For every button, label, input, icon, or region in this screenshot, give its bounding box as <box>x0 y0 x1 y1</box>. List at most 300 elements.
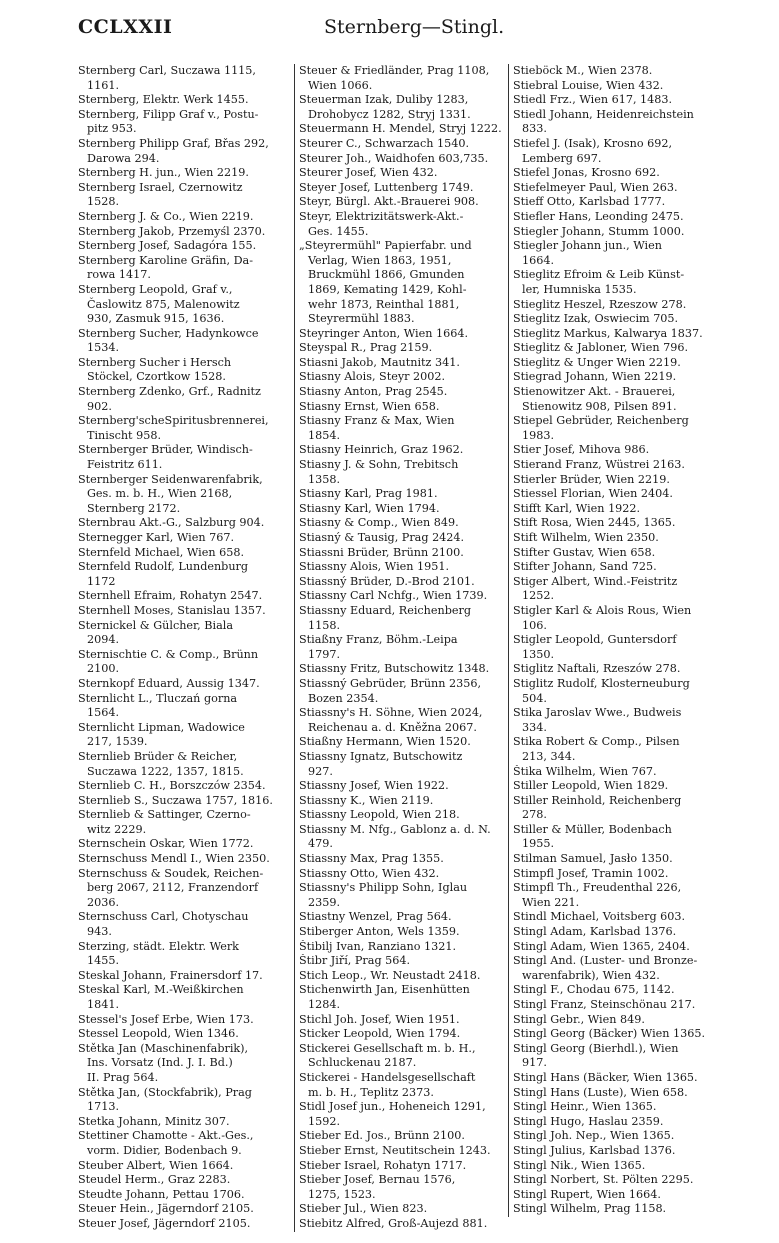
entry-line: Stiebitz Alfred, Groß-Aujezd 881. <box>299 1216 488 1230</box>
entry-line: Stiaßny Hermann, Wien 1520. <box>299 735 471 749</box>
directory-entry <box>299 867 509 882</box>
directory-entry <box>513 181 723 196</box>
entry-line: Stiasny Ernst, Wien 658. <box>299 399 440 413</box>
entry-continuation-line: 902. <box>87 399 112 413</box>
entry-line: Stiebral Louise, Wien 432. <box>513 78 664 92</box>
directory-entry <box>299 1042 509 1071</box>
entry-line: Stiefel Jonas, Krosno 692. <box>513 166 660 180</box>
entry-continuation-line: 1955. <box>522 837 555 851</box>
directory-entry <box>299 239 509 327</box>
entry-line: Sternhell Moses, Stanislau 1357. <box>78 603 266 617</box>
directory-entry <box>78 473 288 517</box>
entry-line: Stetka Johann, Minitz 307. <box>78 1114 230 1128</box>
directory-entry <box>299 1159 509 1174</box>
directory-entry <box>78 969 288 984</box>
entry-line: Stingl Georg (Bierhdl.), Wien <box>513 1041 679 1055</box>
entry-line: Stika Jaroslav Wwe., Budweis <box>513 706 682 720</box>
entry-line: Stieber Ernst, Neutitschein 1243. <box>299 1143 491 1157</box>
directory-entry <box>513 225 723 240</box>
entry-line: Stiasny Anton, Prag 2545. <box>299 385 448 399</box>
directory-entry <box>78 867 288 911</box>
entry-line: Sternschuss Mendl I., Wien 2350. <box>78 852 270 866</box>
directory-entry <box>513 93 723 108</box>
entry-line: Sternlicht Lipman, Wadowice <box>78 720 245 734</box>
entry-line: Stickerei Gesellschaft m. b. H., <box>299 1041 476 1055</box>
directory-entry <box>513 983 723 998</box>
directory-entry <box>299 1027 509 1042</box>
entry-line: Stickerei - Handelsgesellschaft <box>299 1070 476 1084</box>
directory-entry <box>299 589 509 604</box>
directory-entry <box>78 589 288 604</box>
directory-entry <box>78 239 288 254</box>
entry-line: Steyer Josef, Luttenberg 1749. <box>299 180 474 194</box>
directory-entry <box>78 560 288 589</box>
entry-line: Stiepel Gebrüder, Reichenberg <box>513 414 689 428</box>
entry-line: Sternberg'scheSpiritusbrennerei, <box>78 414 269 428</box>
entry-line: Sternischtie C. & Comp., Brünn <box>78 647 259 661</box>
entry-line: Sternberg H. jun., Wien 2219. <box>78 166 249 180</box>
entry-continuation-line: vorm. Didier, Bodenbach 9. <box>87 1143 242 1157</box>
directory-entry <box>78 794 288 809</box>
entry-line: Steuerman Izak, Duliby 1283, <box>299 93 469 107</box>
directory-entry <box>513 487 723 502</box>
entry-continuation-line: Reichenau a. d. Kněžna 2067. <box>308 720 477 734</box>
entry-line: Stichl Joh. Josef, Wien 1951. <box>299 1012 460 1026</box>
directory-entry <box>78 677 288 692</box>
directory-entry <box>299 779 509 794</box>
entry-line: Stingl Adam, Karlsbad 1376. <box>513 925 677 939</box>
entry-line: Stiasny Alois, Steyr 2002. <box>299 370 446 384</box>
entry-line: Sternberg Sucher i Hersch <box>78 355 232 369</box>
entry-line: Stifter Johann, Sand 725. <box>513 560 657 574</box>
entry-line: Sternlieb Brüder & Reicher, <box>78 749 238 763</box>
entry-continuation-line: 213, 344. <box>522 749 576 763</box>
entry-line: Stiegler Johann jun., Wien <box>513 239 662 253</box>
directory-entry <box>78 1188 288 1203</box>
directory-entry <box>299 954 509 969</box>
directory-entry <box>299 560 509 575</box>
entry-line: Stiger Albert, Wind.-Feistritz <box>513 574 678 588</box>
directory-entry <box>299 122 509 137</box>
directory-entry <box>513 1202 723 1217</box>
entry-line: Sternlicht L., Tluczań gorna <box>78 691 238 705</box>
entry-continuation-line: 106. <box>522 618 547 632</box>
directory-entry <box>513 881 723 910</box>
entry-continuation-line: 1983. <box>522 428 555 442</box>
entry-line: Stierand Franz, Wüstrei 2163. <box>513 458 685 472</box>
directory-entry <box>299 983 509 1012</box>
entry-line: Stingl Franz, Steinschönau 217. <box>513 998 696 1011</box>
directory-entry <box>513 108 723 137</box>
directory-entry <box>78 283 288 327</box>
directory-entry <box>78 181 288 210</box>
entry-line: Sternlieb S., Suczawa 1757, 1816. <box>78 793 273 807</box>
entry-line: Stiasni Jakob, Mautnitz 341. <box>299 355 460 369</box>
entry-line: Stessel's Josef Erbe, Wien 173. <box>78 1012 254 1026</box>
directory-entry <box>299 823 509 852</box>
directory-entry <box>299 64 509 93</box>
directory-entry <box>299 910 509 925</box>
entry-line: Stimpfl Josef, Tramin 1002. <box>513 866 669 880</box>
directory-entry <box>513 1173 723 1188</box>
entry-line: Stiassny Josef, Wien 1922. <box>299 779 449 793</box>
directory-entry <box>513 546 723 561</box>
entry-continuation-line: Tinischt 958. <box>87 428 161 442</box>
entry-line: Sternberg Jakob, Przemyśl 2370. <box>78 224 266 238</box>
directory-entry <box>513 137 723 166</box>
directory-entry <box>78 619 288 648</box>
entry-line: Stiller Reinhold, Reichenberg <box>513 793 682 807</box>
entry-line: Sternschein Oskar, Wien 1772. <box>78 837 254 851</box>
entry-line: Stiassny Fritz, Butschowitz 1348. <box>299 662 490 676</box>
entry-line: Steuer Josef, Jägerndorf 2105. <box>78 1216 251 1230</box>
entry-continuation-line: m. b. H., Teplitz 2373. <box>308 1085 434 1099</box>
directory-entry <box>513 1042 723 1071</box>
directory-entry <box>513 925 723 940</box>
entry-line: Sternberg, Elektr. Werk 1455. <box>78 93 249 107</box>
directory-entry <box>513 1086 723 1101</box>
directory-entry <box>299 400 509 415</box>
entry-line: Sternkopf Eduard, Aussig 1347. <box>78 676 260 690</box>
entry-line: Sternberg Josef, Sadagóra 155. <box>78 239 257 253</box>
entry-line: Sternberger Brüder, Windisch- <box>78 443 253 457</box>
directory-entry <box>299 195 509 210</box>
entry-continuation-line: 504. <box>522 691 547 705</box>
directory-entry <box>78 721 288 750</box>
directory-entry <box>299 516 509 531</box>
entry-line: Sternberg Carl, Suczawa 1115, <box>78 64 256 77</box>
directory-entry <box>299 327 509 342</box>
entry-continuation-line: Steyrermühl 1883. <box>308 312 415 326</box>
entry-line: Stiefelmeyer Paul, Wien 263. <box>513 180 678 194</box>
directory-entry <box>299 706 509 735</box>
entry-continuation-line: 1455. <box>87 954 120 968</box>
entry-line: Stiller Leopold, Wien 1829. <box>513 779 669 793</box>
entry-line: Stiefel J. (Isak), Krosno 692, <box>513 136 673 150</box>
directory-entry <box>299 546 509 561</box>
directory-entry <box>78 93 288 108</box>
entry-line: Stiassny Leopold, Wien 218. <box>299 808 460 822</box>
directory-entry <box>513 79 723 94</box>
entry-continuation-line: Feistritz 611. <box>87 458 163 472</box>
entry-line: Stiassny Ignatz, Butschowitz <box>299 749 463 763</box>
entry-line: Sternbrau Akt.-G., Salzburg 904. <box>78 516 265 530</box>
directory-entry <box>513 1013 723 1028</box>
directory-entry <box>513 1129 723 1144</box>
directory-entry <box>299 341 509 356</box>
entry-continuation-line: 943. <box>87 925 112 939</box>
entry-line: Stiglitz Naftali, Rzeszów 278. <box>513 662 681 676</box>
entry-line: Stingl Gebr., Wien 849. <box>513 1012 645 1026</box>
directory-entry <box>78 254 288 283</box>
entry-continuation-line: Bozen 2354. <box>308 691 379 705</box>
directory-entry <box>513 1188 723 1203</box>
directory-entry <box>78 443 288 472</box>
directory-entry <box>299 969 509 984</box>
directory-entry <box>299 531 509 546</box>
entry-continuation-line: 1161. <box>87 78 120 92</box>
entry-continuation-line: rowa 1417. <box>87 268 151 282</box>
directory-entry <box>299 487 509 502</box>
entry-line: Stiaßny Franz, Böhm.-Leipa <box>299 633 458 647</box>
directory-entry <box>299 93 509 122</box>
directory-entry <box>299 137 509 152</box>
directory-entry <box>513 298 723 313</box>
directory-entry <box>513 341 723 356</box>
directory-entry <box>299 750 509 779</box>
directory-entry <box>78 808 288 837</box>
entry-continuation-line: 917. <box>522 1056 547 1070</box>
directory-entry <box>513 64 723 79</box>
directory-entry <box>78 516 288 531</box>
entry-line: Stingl Heinr., Wien 1365. <box>513 1100 657 1114</box>
directory-entry <box>78 648 288 677</box>
entry-line: Sternfeld Michael, Wien 658. <box>78 545 245 559</box>
entry-line: Sternegger Karl, Wien 767. <box>78 531 235 544</box>
entry-line: Stift Rosa, Wien 2445, 1365. <box>513 516 676 530</box>
directory-entry <box>299 1100 509 1129</box>
directory-entry <box>299 181 509 196</box>
directory-entry <box>513 662 723 677</box>
directory-entry <box>513 516 723 531</box>
directory-entry <box>299 152 509 167</box>
entry-continuation-line: 217, 1539. <box>87 735 148 749</box>
entry-line: Stiassny K., Wien 2119. <box>299 793 434 807</box>
directory-entry <box>513 706 723 735</box>
entry-continuation-line: Wien 1066. <box>308 78 373 92</box>
entry-line: Stienowitzer Akt. - Brauerei, <box>513 385 676 399</box>
directory-entry <box>513 239 723 268</box>
entry-continuation-line: 2094. <box>87 633 120 647</box>
directory-entry <box>513 794 723 823</box>
entry-line: Sternlieb & Sattinger, Czerno- <box>78 808 251 822</box>
entry-line: Stiller & Müller, Bodenbach <box>513 822 672 836</box>
directory-entry <box>513 268 723 297</box>
directory-entry <box>513 954 723 983</box>
entry-continuation-line: Sternberg 2172. <box>87 501 181 515</box>
entry-continuation-line: 833. <box>522 122 547 136</box>
directory-entry <box>299 604 509 633</box>
entry-continuation-line: Bruckmühl 1866, Gmunden <box>308 268 465 282</box>
entry-continuation-line: Verlag, Wien 1863, 1951, <box>308 253 452 267</box>
entry-line: Stieglitz Heszel, Rzeszow 278. <box>513 297 687 311</box>
entry-line: Stiasny J. & Sohn, Trebitsch <box>299 458 459 472</box>
directory-entry <box>513 867 723 882</box>
entry-continuation-line: 1158. <box>308 618 341 632</box>
entry-line: Stettiner Chamotte - Akt.-Ges., <box>78 1129 254 1143</box>
directory-entry <box>513 356 723 371</box>
column-3 <box>508 64 723 1217</box>
directory-entry <box>513 443 723 458</box>
entry-line: Stingl And. (Luster- und Bronze- <box>513 954 698 968</box>
entry-line: Sternlieb C. H., Borszczów 2354. <box>78 779 266 793</box>
entry-line: Stieglitz Markus, Kalwarya 1837. <box>513 326 703 340</box>
entry-continuation-line: berg 2067, 2112, Franzendorf <box>87 881 259 895</box>
entry-line: Stiassny's Philipp Sohn, Iglau <box>299 881 468 895</box>
entry-line: Stieber Josef, Bernau 1576, <box>299 1173 456 1187</box>
entry-continuation-line: Schluckenau 2187. <box>308 1056 417 1070</box>
column-1 <box>78 64 288 1232</box>
column-2 <box>294 64 509 1232</box>
entry-continuation-line: warenfabrik), Wien 432. <box>522 968 660 982</box>
directory-entry <box>78 1086 288 1115</box>
directory-entry <box>513 604 723 633</box>
entry-line: Stětka Jan, (Stockfabrik), Prag <box>78 1085 252 1099</box>
directory-entry <box>513 1071 723 1086</box>
directory-entry <box>299 356 509 371</box>
directory-entry <box>78 1217 288 1232</box>
directory-entry <box>78 546 288 561</box>
entry-line: Stiedl Frz., Wien 617, 1483. <box>513 93 673 107</box>
entry-line: Stiastny Wenzel, Prag 564. <box>299 910 452 924</box>
directory-entry <box>299 1202 509 1217</box>
entry-line: Stichenwirth Jan, Eisenhütten <box>299 983 470 997</box>
entry-line: Stiassný Gebrüder, Brünn 2356, <box>299 676 482 690</box>
directory-entry <box>78 225 288 240</box>
entry-continuation-line: 1275, 1523. <box>308 1187 376 1201</box>
entry-line: Štibr Jiří, Prag 564. <box>299 954 411 968</box>
directory-entry <box>78 852 288 867</box>
entry-line: Stiasný & Tausig, Prag 2424. <box>299 531 465 544</box>
entry-line: Steuber Albert, Wien 1664. <box>78 1158 234 1172</box>
directory-entry <box>78 1173 288 1188</box>
page-header <box>78 16 718 46</box>
directory-entry <box>78 604 288 619</box>
directory-entry <box>299 677 509 706</box>
entry-continuation-line: Drohobycz 1282, Stryj 1331. <box>308 107 471 121</box>
entry-line: Stindl Michael, Voitsberg 603. <box>513 910 686 924</box>
entry-continuation-line: 2036. <box>87 895 120 909</box>
entry-line: Stětka Jan (Maschinenfabrik), <box>78 1041 249 1055</box>
entry-line: Sternberg, Filipp Graf v., Postu- <box>78 107 259 121</box>
directory-entry <box>513 327 723 342</box>
entry-line: Steuer & Friedländer, Prag 1108, <box>299 64 490 77</box>
directory-entry <box>78 1129 288 1158</box>
entry-line: Stieff Otto, Karlsbad 1777. <box>513 195 666 209</box>
directory-entry <box>513 910 723 925</box>
entry-line: Stiassny M. Nfg., Gablonz a. d. N. <box>299 822 491 836</box>
directory-entry <box>299 502 509 517</box>
directory-entry <box>513 765 723 780</box>
entry-line: Stierler Brüder, Wien 2219. <box>513 472 670 486</box>
directory-entry <box>78 692 288 721</box>
entry-line: Stiasny Karl, Prag 1981. <box>299 487 438 501</box>
entry-line: Stieböck M., Wien 2378. <box>513 64 653 77</box>
directory-entry <box>299 735 509 750</box>
entry-line: Stieber Ed. Jos., Brünn 2100. <box>299 1129 465 1143</box>
entry-continuation-line: 1854. <box>308 428 341 442</box>
entry-line: Stiasny Franz & Max, Wien <box>299 414 455 428</box>
entry-line: Stingl Hans (Luste), Wien 658. <box>513 1085 688 1099</box>
entry-continuation-line: Lemberg 697. <box>522 151 602 165</box>
entry-line: Steskal Karl, M.-Weißkirchen <box>78 983 244 997</box>
entry-continuation-line: 2100. <box>87 662 120 676</box>
directory-entry <box>513 560 723 575</box>
entry-line: Stiassny Carl Nchfg., Wien 1739. <box>299 589 488 603</box>
directory-entry <box>299 1144 509 1159</box>
directory-entry <box>299 166 509 181</box>
directory-entry <box>513 575 723 604</box>
entry-continuation-line: ler, Humniska 1535. <box>522 282 637 296</box>
directory-entry <box>513 735 723 764</box>
directory-entry <box>78 1042 288 1086</box>
entry-continuation-line: 1592. <box>308 1114 341 1128</box>
entry-line: Steuer Hein., Jägerndorf 2105. <box>78 1202 254 1216</box>
entry-line: Stifft Karl, Wien 1922. <box>513 501 641 515</box>
entry-line: Stiassný Brüder, D.-Brod 2101. <box>299 574 475 588</box>
entry-continuation-line: witz 2229. <box>87 822 147 836</box>
directory-entry <box>513 1144 723 1159</box>
directory-entry <box>299 1173 509 1202</box>
entry-line: Stidl Josef jun., Hoheneich 1291, <box>299 1100 486 1114</box>
directory-entry <box>78 1159 288 1174</box>
entry-continuation-line: 1252. <box>522 589 555 603</box>
entry-line: Stingl Georg (Bäcker) Wien 1365. <box>513 1027 706 1041</box>
entry-line: Stieglitz Efroim & Leib Künst- <box>513 268 685 282</box>
entry-line: Steyr, Elektrizitätswerk-Akt.- <box>299 209 464 223</box>
entry-continuation-line: 927. <box>308 764 333 778</box>
directory-entry <box>78 356 288 385</box>
entry-line: Stiassny Eduard, Reichenberg <box>299 603 472 617</box>
directory-entry <box>78 1115 288 1130</box>
directory-entry <box>78 1202 288 1217</box>
entry-continuation-line: 1172 <box>87 574 116 588</box>
directory-entry <box>513 166 723 181</box>
entry-line: Stingl Norbert, St. Pölten 2295. <box>513 1173 694 1187</box>
entry-continuation-line: 479. <box>308 837 333 851</box>
directory-entry <box>299 633 509 662</box>
entry-line: Sternberg Leopold, Graf v., <box>78 282 233 296</box>
directory-entry <box>78 1013 288 1028</box>
directory-entry <box>299 414 509 443</box>
entry-line: Stiegler Johann, Stumm 1000. <box>513 224 685 238</box>
entry-line: Stingl Hugo, Haslau 2359. <box>513 1114 664 1128</box>
entry-line: Sticker Leopold, Wien 1794. <box>299 1027 461 1041</box>
directory-entry <box>513 370 723 385</box>
entry-line: Sternberg Sucher, Hadynkowce <box>78 326 259 340</box>
entry-line: Štika Wilhelm, Wien 767. <box>513 764 657 778</box>
directory-entry <box>513 385 723 414</box>
entry-line: Steurer C., Schwarzach 1540. <box>299 136 470 150</box>
entry-line: Sterzing, städt. Elektr. Werk <box>78 939 239 953</box>
directory-entry <box>78 64 288 93</box>
entry-continuation-line: 1797. <box>308 647 341 661</box>
directory-entry <box>299 1129 509 1144</box>
entry-continuation-line: 2359. <box>308 895 341 909</box>
entry-line: Stingl Rupert, Wien 1664. <box>513 1187 661 1201</box>
entry-continuation-line: 1534. <box>87 341 120 355</box>
entry-continuation-line: 1358. <box>308 472 341 486</box>
entry-line: Stingl Joh. Nep., Wien 1365. <box>513 1129 675 1143</box>
directory-entry <box>299 1217 509 1232</box>
directory-entry <box>78 750 288 779</box>
entry-line: Sternschuss Carl, Chotyschau <box>78 910 249 924</box>
directory-entry <box>299 940 509 955</box>
directory-entry <box>513 633 723 662</box>
directory-entry <box>78 837 288 852</box>
entry-line: Stimpfl Th., Freudenthal 226, <box>513 881 682 895</box>
entry-continuation-line: 1284. <box>308 998 341 1011</box>
entry-line: Stigler Karl & Alois Rous, Wien <box>513 603 692 617</box>
entry-line: Sternberger Seidenwarenfabrik, <box>78 472 263 486</box>
entry-line: Stiefler Hans, Leonding 2475. <box>513 209 684 223</box>
entry-line: Sternschuss & Soudek, Reichen- <box>78 866 264 880</box>
directory-entry <box>513 1027 723 1042</box>
entry-line: Stieglitz & Jabloner, Wien 796. <box>513 341 688 355</box>
entry-line: „Steyrermühl" Papierfabr. und <box>299 239 472 253</box>
entry-line: Sternberg Zdenko, Grf., Radnitz <box>78 385 261 399</box>
entry-line: Sternberg Karoline Gräfin, Da- <box>78 253 253 267</box>
